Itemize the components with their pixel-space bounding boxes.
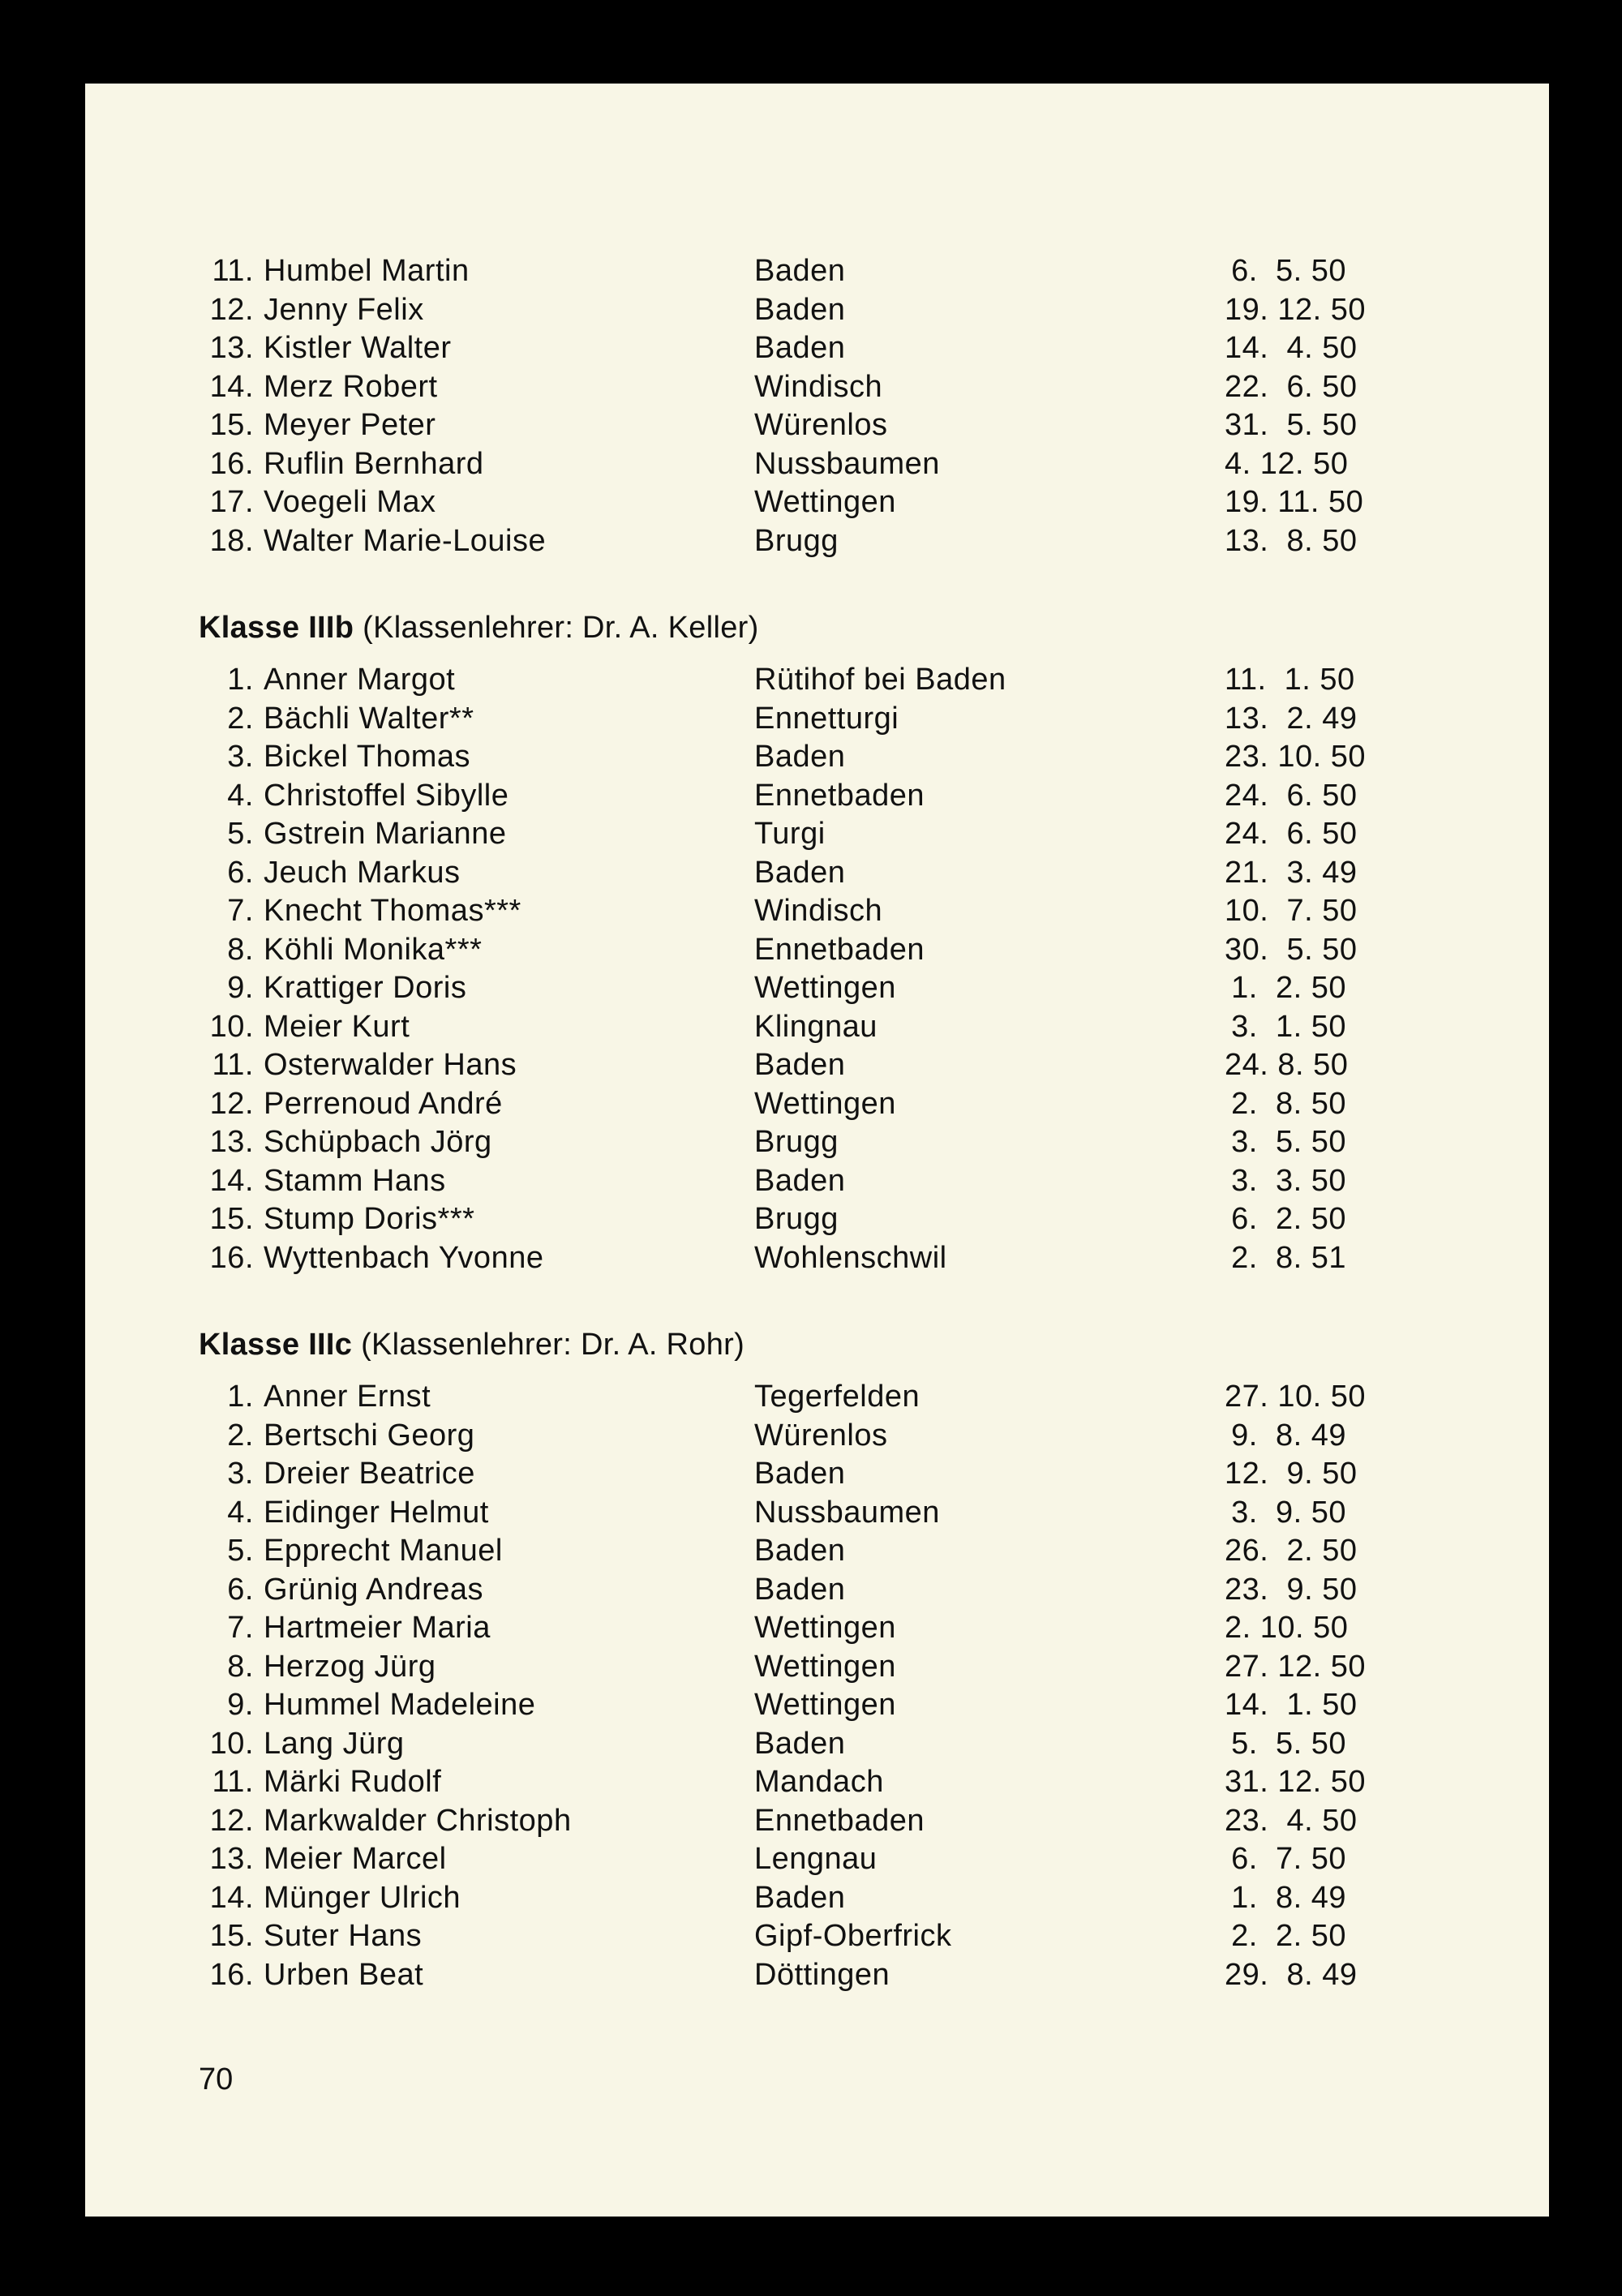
- student-place: Baden: [754, 855, 846, 890]
- student-birthdate: 19. 11. 50: [1225, 485, 1364, 519]
- student-birthdate: 6. 5. 50: [1231, 254, 1346, 288]
- student-birthdate: 2. 8. 50: [1231, 1086, 1346, 1121]
- student-place: Wettingen: [754, 1611, 896, 1645]
- student-number: 7.: [227, 1611, 254, 1645]
- class-name: Klasse IIIc: [199, 1328, 353, 1362]
- student-row: [199, 1573, 1407, 1611]
- student-number: 15.: [209, 408, 254, 442]
- student-place: Wohlenschwil: [754, 1240, 947, 1275]
- student-row: [199, 1048, 1407, 1087]
- student-place: Ennetbaden: [754, 932, 925, 967]
- student-row: [199, 1125, 1407, 1164]
- student-row: [199, 1534, 1407, 1573]
- student-birthdate: 2. 2. 50: [1231, 1919, 1346, 1953]
- student-place: Baden: [754, 1572, 846, 1607]
- student-row: [199, 1010, 1407, 1049]
- student-place: Baden: [754, 331, 846, 365]
- student-number: 13.: [209, 331, 254, 365]
- student-number: 11.: [212, 1048, 254, 1082]
- student-number: 16.: [209, 1240, 254, 1275]
- student-row: [199, 1496, 1407, 1534]
- student-row: [199, 1418, 1407, 1457]
- student-row: [199, 1380, 1407, 1418]
- student-name: Voegeli Max: [264, 485, 436, 519]
- student-row: [199, 856, 1407, 895]
- student-birthdate: 29. 8. 49: [1225, 1957, 1358, 1992]
- student-name: Stamm Hans: [264, 1163, 446, 1198]
- student-number: 7.: [227, 894, 254, 928]
- student-place: Klingnau: [754, 1009, 878, 1044]
- class-section: [199, 254, 1407, 562]
- student-birthdate: 30. 5. 50: [1225, 932, 1358, 967]
- student-place: Baden: [754, 740, 846, 774]
- student-row: [199, 1241, 1407, 1280]
- student-place: Ennetbaden: [754, 1803, 925, 1838]
- student-name: Anner Ernst: [264, 1380, 431, 1414]
- student-name: Knecht Thomas***: [264, 894, 521, 928]
- student-name: Wyttenbach Yvonne: [264, 1240, 544, 1275]
- student-place: Baden: [754, 254, 846, 288]
- class-section: [199, 1328, 1407, 1996]
- student-row: [199, 1611, 1407, 1650]
- student-name: Stump Doris***: [264, 1202, 475, 1236]
- student-name: Krattiger Doris: [264, 971, 467, 1005]
- student-birthdate: 3. 9. 50: [1231, 1495, 1346, 1530]
- student-place: Wettingen: [754, 971, 896, 1005]
- student-birthdate: 3. 5. 50: [1231, 1125, 1346, 1159]
- student-place: Baden: [754, 1163, 846, 1198]
- student-name: Hartmeier Maria: [264, 1611, 491, 1645]
- student-birthdate: 24. 8. 50: [1225, 1048, 1349, 1082]
- student-row: [199, 933, 1407, 972]
- class-heading: [199, 611, 1407, 651]
- student-name: Meier Kurt: [264, 1009, 410, 1044]
- student-number: 1.: [227, 1380, 254, 1414]
- student-number: 4.: [227, 778, 254, 813]
- student-number: 13.: [209, 1842, 254, 1876]
- student-name: Herzog Jürg: [264, 1649, 436, 1684]
- student-row: [199, 1688, 1407, 1727]
- student-number: 16.: [209, 1957, 254, 1992]
- student-number: 12.: [209, 1086, 254, 1121]
- student-place: Windisch: [754, 369, 883, 404]
- student-row: [199, 1202, 1407, 1241]
- student-place: Brugg: [754, 523, 839, 558]
- student-number: 15.: [209, 1202, 254, 1236]
- student-place: Nussbaumen: [754, 446, 940, 481]
- student-birthdate: 13. 8. 50: [1225, 523, 1358, 558]
- student-name: Jenny Felix: [264, 292, 424, 327]
- student-row: [199, 894, 1407, 933]
- student-number: 14.: [209, 1163, 254, 1198]
- student-birthdate: 27. 12. 50: [1225, 1649, 1367, 1684]
- student-number: 12.: [209, 292, 254, 327]
- student-row: [199, 524, 1407, 563]
- student-place: Baden: [754, 292, 846, 327]
- student-number: 11.: [212, 254, 254, 288]
- student-birthdate: 1. 8. 49: [1231, 1880, 1346, 1915]
- student-birthdate: 2. 10. 50: [1225, 1611, 1349, 1645]
- class-name: Klasse IIIb: [199, 611, 354, 645]
- student-name: Walter Marie-Louise: [264, 523, 547, 558]
- student-birthdate: 12. 9. 50: [1225, 1457, 1358, 1491]
- student-place: Mandach: [754, 1765, 884, 1799]
- document-page: [85, 84, 1549, 2217]
- student-birthdate: 31. 5. 50: [1225, 408, 1358, 442]
- student-place: Turgi: [754, 817, 826, 851]
- student-place: Wettingen: [754, 485, 896, 519]
- student-name: Grünig Andreas: [264, 1572, 484, 1607]
- student-birthdate: 6. 7. 50: [1231, 1842, 1346, 1876]
- student-number: 5.: [227, 1534, 254, 1568]
- student-number: 12.: [209, 1803, 254, 1838]
- student-name: Urben Beat: [264, 1957, 424, 1992]
- student-birthdate: 13. 2. 49: [1225, 701, 1358, 736]
- student-place: Lengnau: [754, 1842, 878, 1876]
- student-row: [199, 293, 1407, 332]
- student-row: [199, 370, 1407, 409]
- student-name: Eidinger Helmut: [264, 1495, 489, 1530]
- student-row: [199, 1164, 1407, 1203]
- student-row: [199, 331, 1407, 370]
- student-number: 6.: [227, 855, 254, 890]
- student-birthdate: 11. 1. 50: [1225, 663, 1355, 697]
- student-name: Hummel Madeleine: [264, 1688, 536, 1722]
- student-number: 1.: [227, 663, 254, 697]
- student-place: Baden: [754, 1457, 846, 1491]
- student-number: 11.: [212, 1765, 254, 1799]
- student-name: Epprecht Manuel: [264, 1534, 503, 1568]
- student-row: [199, 1881, 1407, 1920]
- student-number: 2.: [227, 1418, 254, 1453]
- student-place: Ennetturgi: [754, 701, 899, 736]
- student-row: [199, 1727, 1407, 1766]
- student-name: Dreier Beatrice: [264, 1457, 475, 1491]
- student-place: Baden: [754, 1726, 846, 1761]
- student-number: 3.: [227, 1457, 254, 1491]
- student-number: 13.: [209, 1125, 254, 1159]
- student-name: Perrenoud André: [264, 1086, 503, 1121]
- student-place: Brugg: [754, 1125, 839, 1159]
- student-place: Wettingen: [754, 1086, 896, 1121]
- student-name: Märki Rudolf: [264, 1765, 442, 1799]
- student-name: Osterwalder Hans: [264, 1048, 517, 1082]
- student-place: Baden: [754, 1534, 846, 1568]
- student-place: Baden: [754, 1880, 846, 1915]
- student-name: Kistler Walter: [264, 331, 452, 365]
- student-name: Ruflin Bernhard: [264, 446, 484, 481]
- student-birthdate: 3. 3. 50: [1231, 1163, 1346, 1198]
- student-place: Döttingen: [754, 1957, 890, 1992]
- student-birthdate: 5. 5. 50: [1231, 1726, 1346, 1761]
- student-birthdate: 23. 9. 50: [1225, 1572, 1358, 1607]
- student-place: Ennetbaden: [754, 778, 925, 813]
- student-birthdate: 19. 12. 50: [1225, 292, 1367, 327]
- student-row: [199, 485, 1407, 524]
- student-place: Rütihof bei Baden: [754, 663, 1006, 697]
- student-row: [199, 447, 1407, 486]
- student-name: Münger Ulrich: [264, 1880, 461, 1915]
- student-number: 18.: [209, 523, 254, 558]
- student-name: Jeuch Markus: [264, 855, 461, 890]
- student-birthdate: 6. 2. 50: [1231, 1202, 1346, 1236]
- student-name: Bächli Walter**: [264, 701, 474, 736]
- student-number: 8.: [227, 1649, 254, 1684]
- student-number: 16.: [209, 446, 254, 481]
- student-row: [199, 702, 1407, 740]
- student-row: [199, 663, 1407, 702]
- student-number: 5.: [227, 817, 254, 851]
- student-place: Gipf-Oberfrick: [754, 1919, 952, 1953]
- student-birthdate: 24. 6. 50: [1225, 778, 1358, 813]
- student-birthdate: 24. 6. 50: [1225, 817, 1358, 851]
- class-teacher: (Klassenlehrer: Dr. A. Keller): [363, 611, 759, 645]
- student-row: [199, 740, 1407, 779]
- student-name: Schüpbach Jörg: [264, 1125, 492, 1159]
- student-row: [199, 1842, 1407, 1881]
- student-name: Meier Marcel: [264, 1842, 447, 1876]
- student-number: 2.: [227, 701, 254, 736]
- student-row: [199, 779, 1407, 818]
- student-place: Tegerfelden: [754, 1380, 920, 1414]
- student-number: 17.: [209, 485, 254, 519]
- student-place: Wettingen: [754, 1688, 896, 1722]
- student-row: [199, 817, 1407, 856]
- student-number: 6.: [227, 1572, 254, 1607]
- class-section: [199, 611, 1407, 1279]
- student-place: Nussbaumen: [754, 1495, 940, 1530]
- student-number: 14.: [209, 1880, 254, 1915]
- student-number: 9.: [227, 971, 254, 1005]
- student-row: [199, 1804, 1407, 1843]
- student-birthdate: 1. 2. 50: [1231, 971, 1346, 1005]
- student-birthdate: 26. 2. 50: [1225, 1534, 1358, 1568]
- student-name: Köhli Monika***: [264, 932, 483, 967]
- class-list: [199, 254, 1407, 1996]
- student-name: Meyer Peter: [264, 408, 436, 442]
- student-place: Würenlos: [754, 1418, 888, 1453]
- student-birthdate: 9. 8. 49: [1231, 1418, 1346, 1453]
- student-birthdate: 31. 12. 50: [1225, 1765, 1367, 1799]
- student-birthdate: 14. 1. 50: [1225, 1688, 1358, 1722]
- student-birthdate: 4. 12. 50: [1225, 446, 1349, 481]
- student-row: [199, 1650, 1407, 1689]
- student-row: [199, 1958, 1407, 1997]
- student-row: [199, 254, 1407, 293]
- student-place: Würenlos: [754, 408, 888, 442]
- student-name: Bickel Thomas: [264, 740, 471, 774]
- student-number: 3.: [227, 740, 254, 774]
- student-number: 8.: [227, 932, 254, 967]
- student-name: Anner Margot: [264, 663, 456, 697]
- student-name: Markwalder Christoph: [264, 1803, 572, 1838]
- student-name: Suter Hans: [264, 1919, 423, 1953]
- student-name: Humbel Martin: [264, 254, 470, 288]
- student-number: 10.: [209, 1009, 254, 1044]
- student-birthdate: 23. 4. 50: [1225, 1803, 1358, 1838]
- page-number: 70: [199, 2062, 234, 2096]
- student-birthdate: 22. 6. 50: [1225, 369, 1358, 404]
- student-birthdate: 3. 1. 50: [1231, 1009, 1346, 1044]
- student-row: [199, 408, 1407, 447]
- student-birthdate: 23. 10. 50: [1225, 740, 1367, 774]
- student-place: Windisch: [754, 894, 883, 928]
- student-number: 14.: [209, 369, 254, 404]
- student-birthdate: 14. 4. 50: [1225, 331, 1358, 365]
- student-row: [199, 1919, 1407, 1958]
- student-place: Wettingen: [754, 1649, 896, 1684]
- student-birthdate: 21. 3. 49: [1225, 855, 1358, 890]
- student-place: Baden: [754, 1048, 846, 1082]
- student-name: Gstrein Marianne: [264, 817, 507, 851]
- student-name: Christoffel Sibylle: [264, 778, 509, 813]
- student-row: [199, 1087, 1407, 1126]
- student-number: 4.: [227, 1495, 254, 1530]
- student-row: [199, 971, 1407, 1010]
- student-name: Lang Jürg: [264, 1726, 405, 1761]
- student-birthdate: 27. 10. 50: [1225, 1380, 1367, 1414]
- student-number: 15.: [209, 1919, 254, 1953]
- student-number: 10.: [209, 1726, 254, 1761]
- student-birthdate: 2. 8. 51: [1231, 1240, 1346, 1275]
- student-row: [199, 1765, 1407, 1804]
- student-birthdate: 10. 7. 50: [1225, 894, 1358, 928]
- class-teacher: (Klassenlehrer: Dr. A. Rohr): [361, 1328, 745, 1362]
- student-row: [199, 1457, 1407, 1496]
- class-heading: [199, 1328, 1407, 1368]
- student-place: Brugg: [754, 1202, 839, 1236]
- student-name: Merz Robert: [264, 369, 438, 404]
- student-number: 9.: [227, 1688, 254, 1722]
- student-name: Bertschi Georg: [264, 1418, 475, 1453]
